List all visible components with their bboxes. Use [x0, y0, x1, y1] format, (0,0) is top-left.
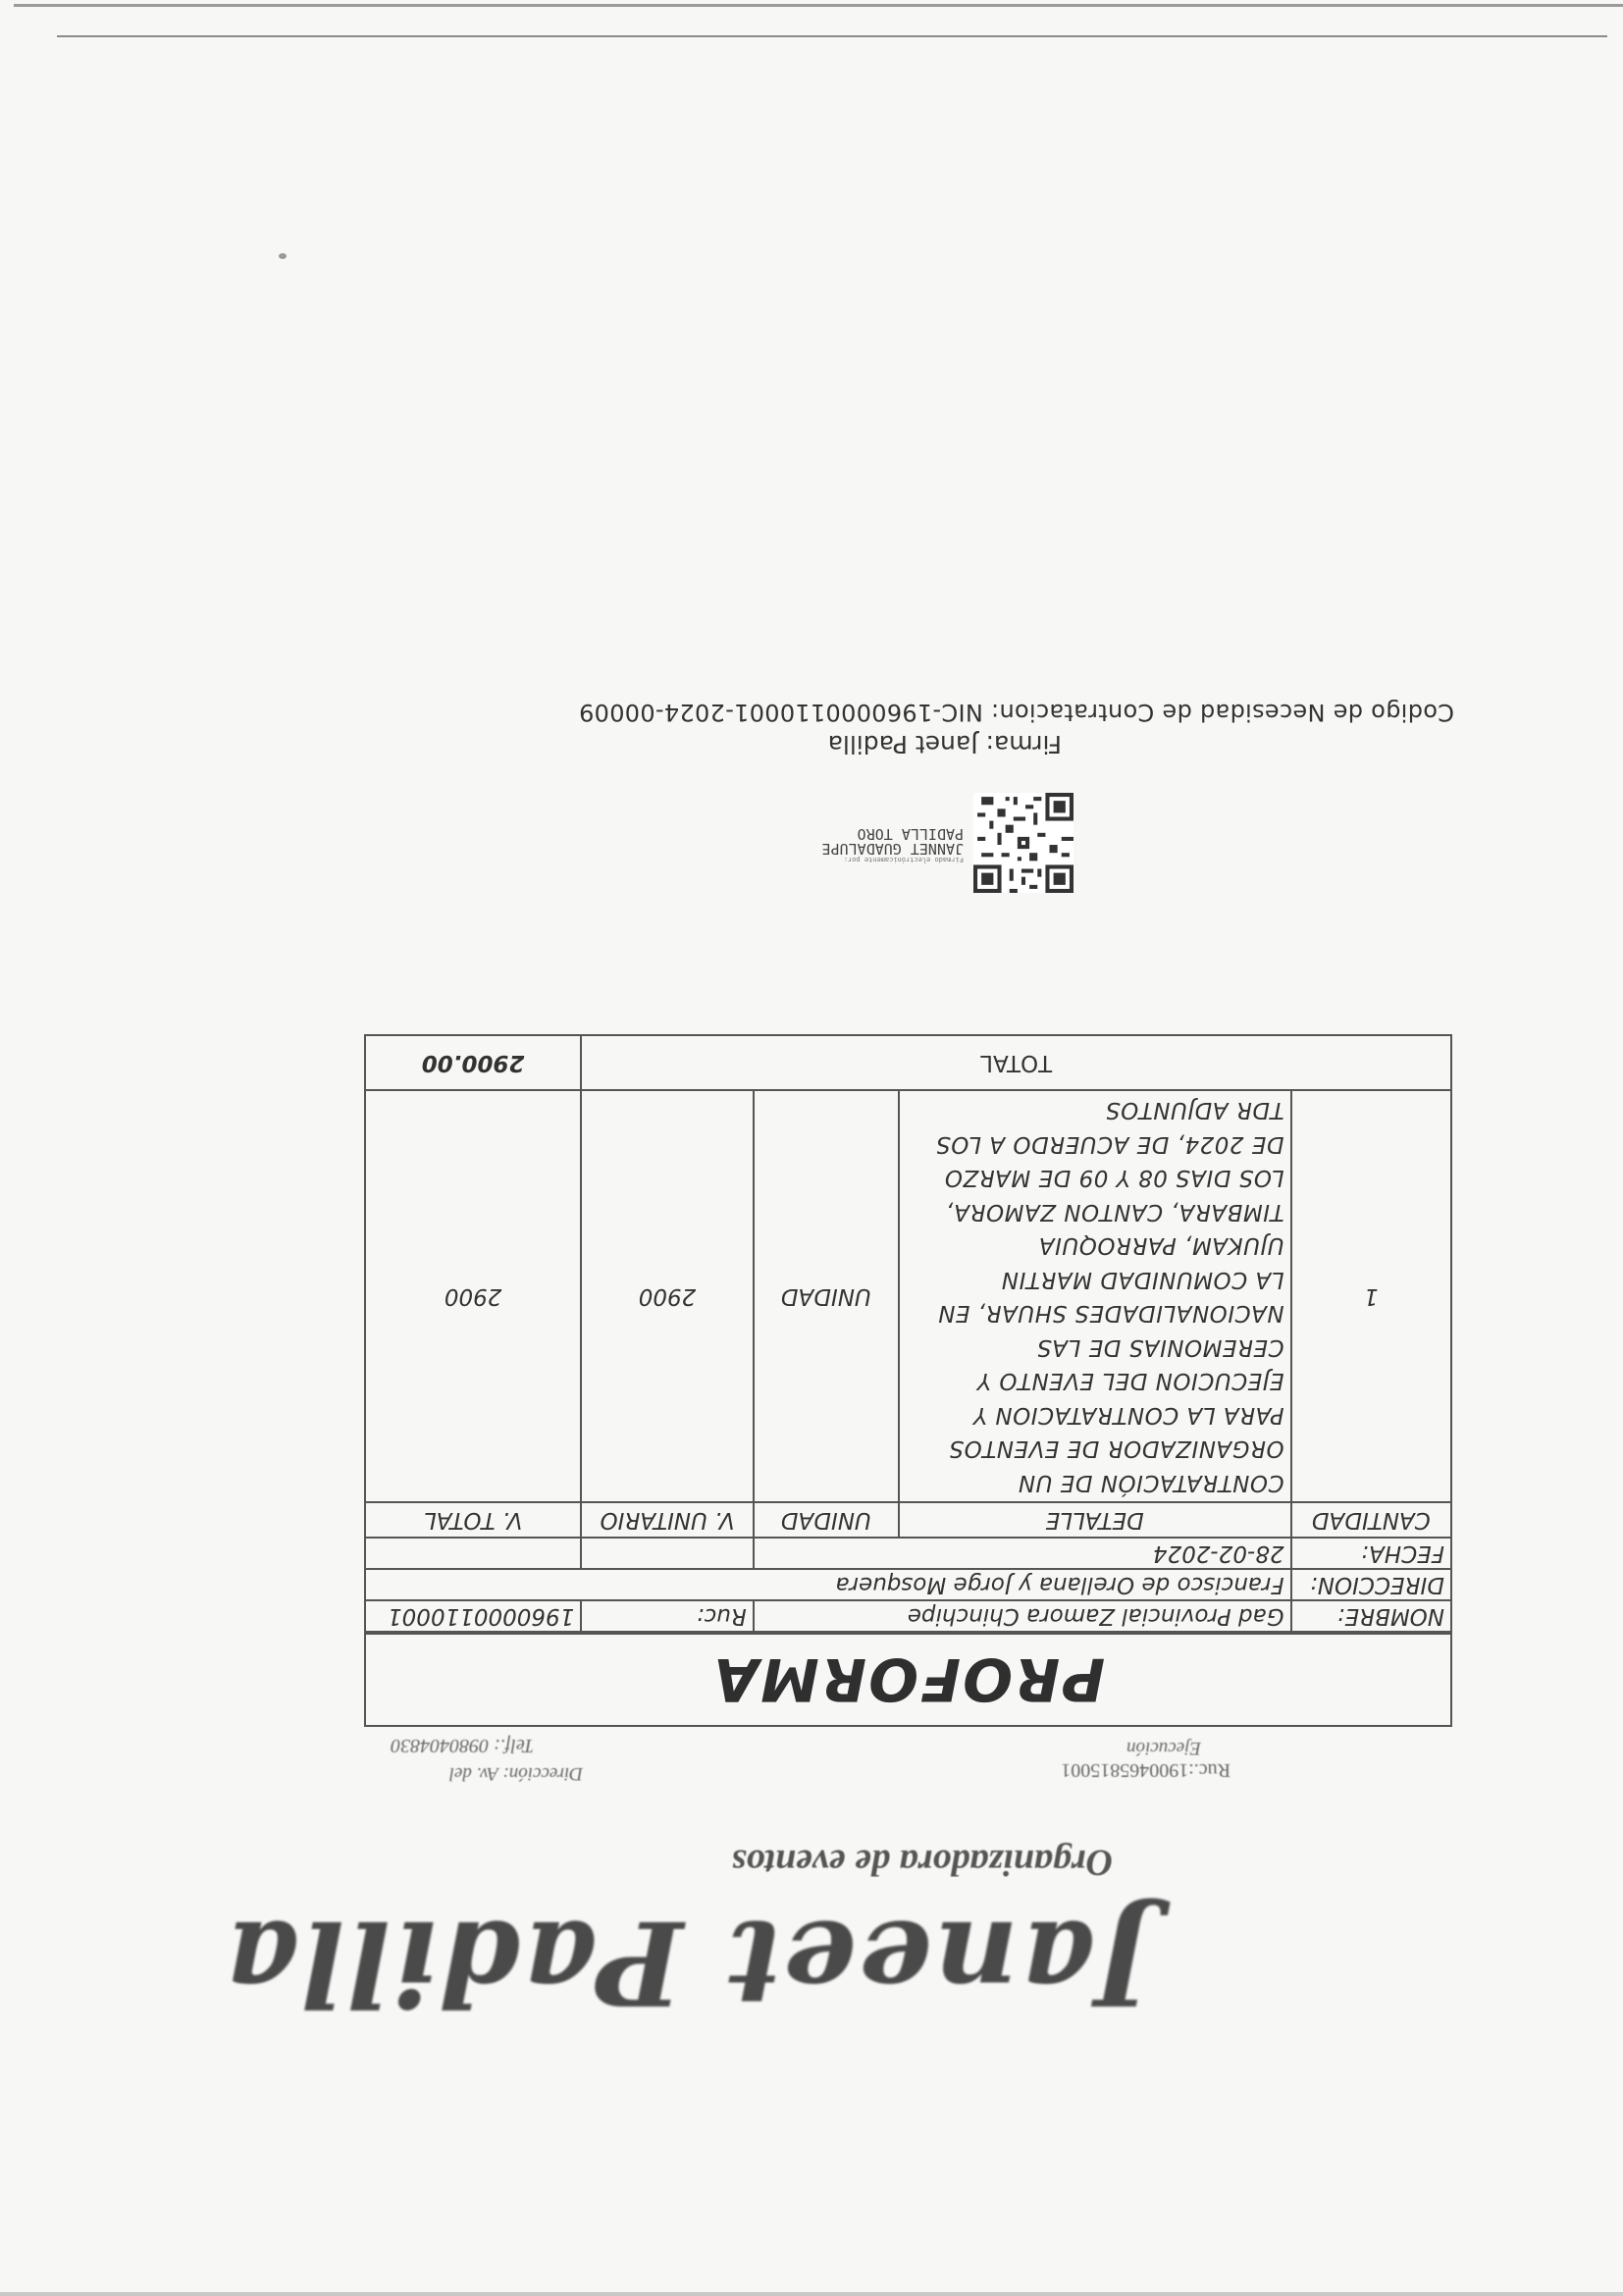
- fecha-label: FECHA:: [1291, 1538, 1451, 1569]
- proforma-table: [364, 1034, 1452, 1633]
- table-header-row: [365, 1502, 1451, 1538]
- nombre-value: Gad Provincial Zamora Chinchipe: [754, 1600, 1291, 1632]
- firma-label: Firma: Janet Padilla: [827, 730, 1062, 758]
- table-row: [365, 1090, 1451, 1502]
- letterhead-subtitle: Organizadora de eventos: [731, 1842, 1113, 1883]
- detalle-line: CONTRATACIÓN DE UN: [1018, 1470, 1284, 1495]
- item-detalle: [899, 1090, 1291, 1502]
- qr-caption-small: Firmado electrónicamente por:: [843, 856, 964, 863]
- fecha-empty-1: [581, 1538, 754, 1569]
- header-detalle: DETALLE: [899, 1502, 1291, 1538]
- header-v-total: V. TOTAL: [365, 1502, 581, 1538]
- nombre-label: NOMBRE:: [1291, 1600, 1451, 1632]
- letterhead-name: Janeet Padilla: [222, 1895, 1152, 2031]
- detalle-line: PARA LA CONTRATACION Y: [972, 1402, 1284, 1428]
- detalle-line: CEREMONIAS DE LAS: [1036, 1334, 1284, 1360]
- total-row: [365, 1035, 1451, 1090]
- detalle-line: UJUKAM, PARROQUIA: [1038, 1232, 1284, 1259]
- codigo-necesidad: Codigo de Necesidad de Contratacion: NIC-1960000110001-2024-00009: [578, 699, 1454, 726]
- detalle-line: TIMBARA, CANTON ZAMORA,: [945, 1199, 1284, 1225]
- item-v-total: 2900: [365, 1090, 581, 1502]
- proforma-title-box: [364, 1633, 1452, 1727]
- total-value: 2900.00: [365, 1035, 581, 1090]
- proforma-section: [370, 486, 1452, 1763]
- detalle-line: EJECUCION DEL EVENTO Y: [976, 1368, 1284, 1394]
- letterhead-direccion: Dirección: Av. del: [448, 1763, 583, 1784]
- item-v-unitario: 2900: [581, 1090, 754, 1502]
- qr-caption-line2: PADILLA TORO: [857, 825, 964, 843]
- header-cantidad: CANTIDAD: [1291, 1502, 1451, 1538]
- detalle-line: ORGANIZADOR DE EVENTOS: [949, 1435, 1284, 1462]
- fecha-empty-2: [365, 1538, 581, 1569]
- detalle-line: LOS DIAS 08 Y 09 DE MARZO: [944, 1165, 1284, 1191]
- detalle-line: TDR ADJUNTOS: [1105, 1097, 1284, 1123]
- letterhead-ejecucion: Ejecución: [1126, 1738, 1201, 1758]
- signature-qr-block: [701, 785, 1073, 893]
- total-label: TOTAL: [581, 1035, 1451, 1090]
- header-unidad: UNIDAD: [754, 1502, 899, 1538]
- nombre-row: [365, 1600, 1451, 1632]
- header-v-unitario: V. UNITARIO: [581, 1502, 754, 1538]
- ruc-label: Ruc:: [581, 1600, 754, 1632]
- proforma-title: PROFORMA: [710, 1644, 1106, 1713]
- item-cantidad: 1: [1291, 1090, 1451, 1502]
- direccion-row: [365, 1569, 1451, 1600]
- qr-caption: [822, 826, 965, 863]
- direccion-value: Francisco de Orellana y Jorge Mosquera: [365, 1569, 1291, 1600]
- qr-caption-line1: JANNET GUADALUPE: [821, 840, 964, 858]
- qr-code-icon: [973, 793, 1073, 893]
- item-unidad: UNIDAD: [754, 1090, 899, 1502]
- detalle-line: LA COMUNIDAD MARTIN: [1001, 1267, 1284, 1292]
- detalle-line: NACIONALIDADES SHUAR, EN: [937, 1300, 1284, 1327]
- fecha-row: [365, 1538, 1451, 1569]
- fecha-value: 28-02-2024: [754, 1538, 1291, 1569]
- ruc-value: 1960000110001: [365, 1600, 581, 1632]
- letterhead-telefono: Telf.: 0980404830: [391, 1735, 534, 1756]
- detalle-line: DE 2024, DE ACUERDO A LOS: [935, 1131, 1284, 1157]
- letterhead-ruc: Ruc.:1900465815001: [1061, 1759, 1230, 1781]
- direccion-label: DIRECCION:: [1291, 1569, 1451, 1600]
